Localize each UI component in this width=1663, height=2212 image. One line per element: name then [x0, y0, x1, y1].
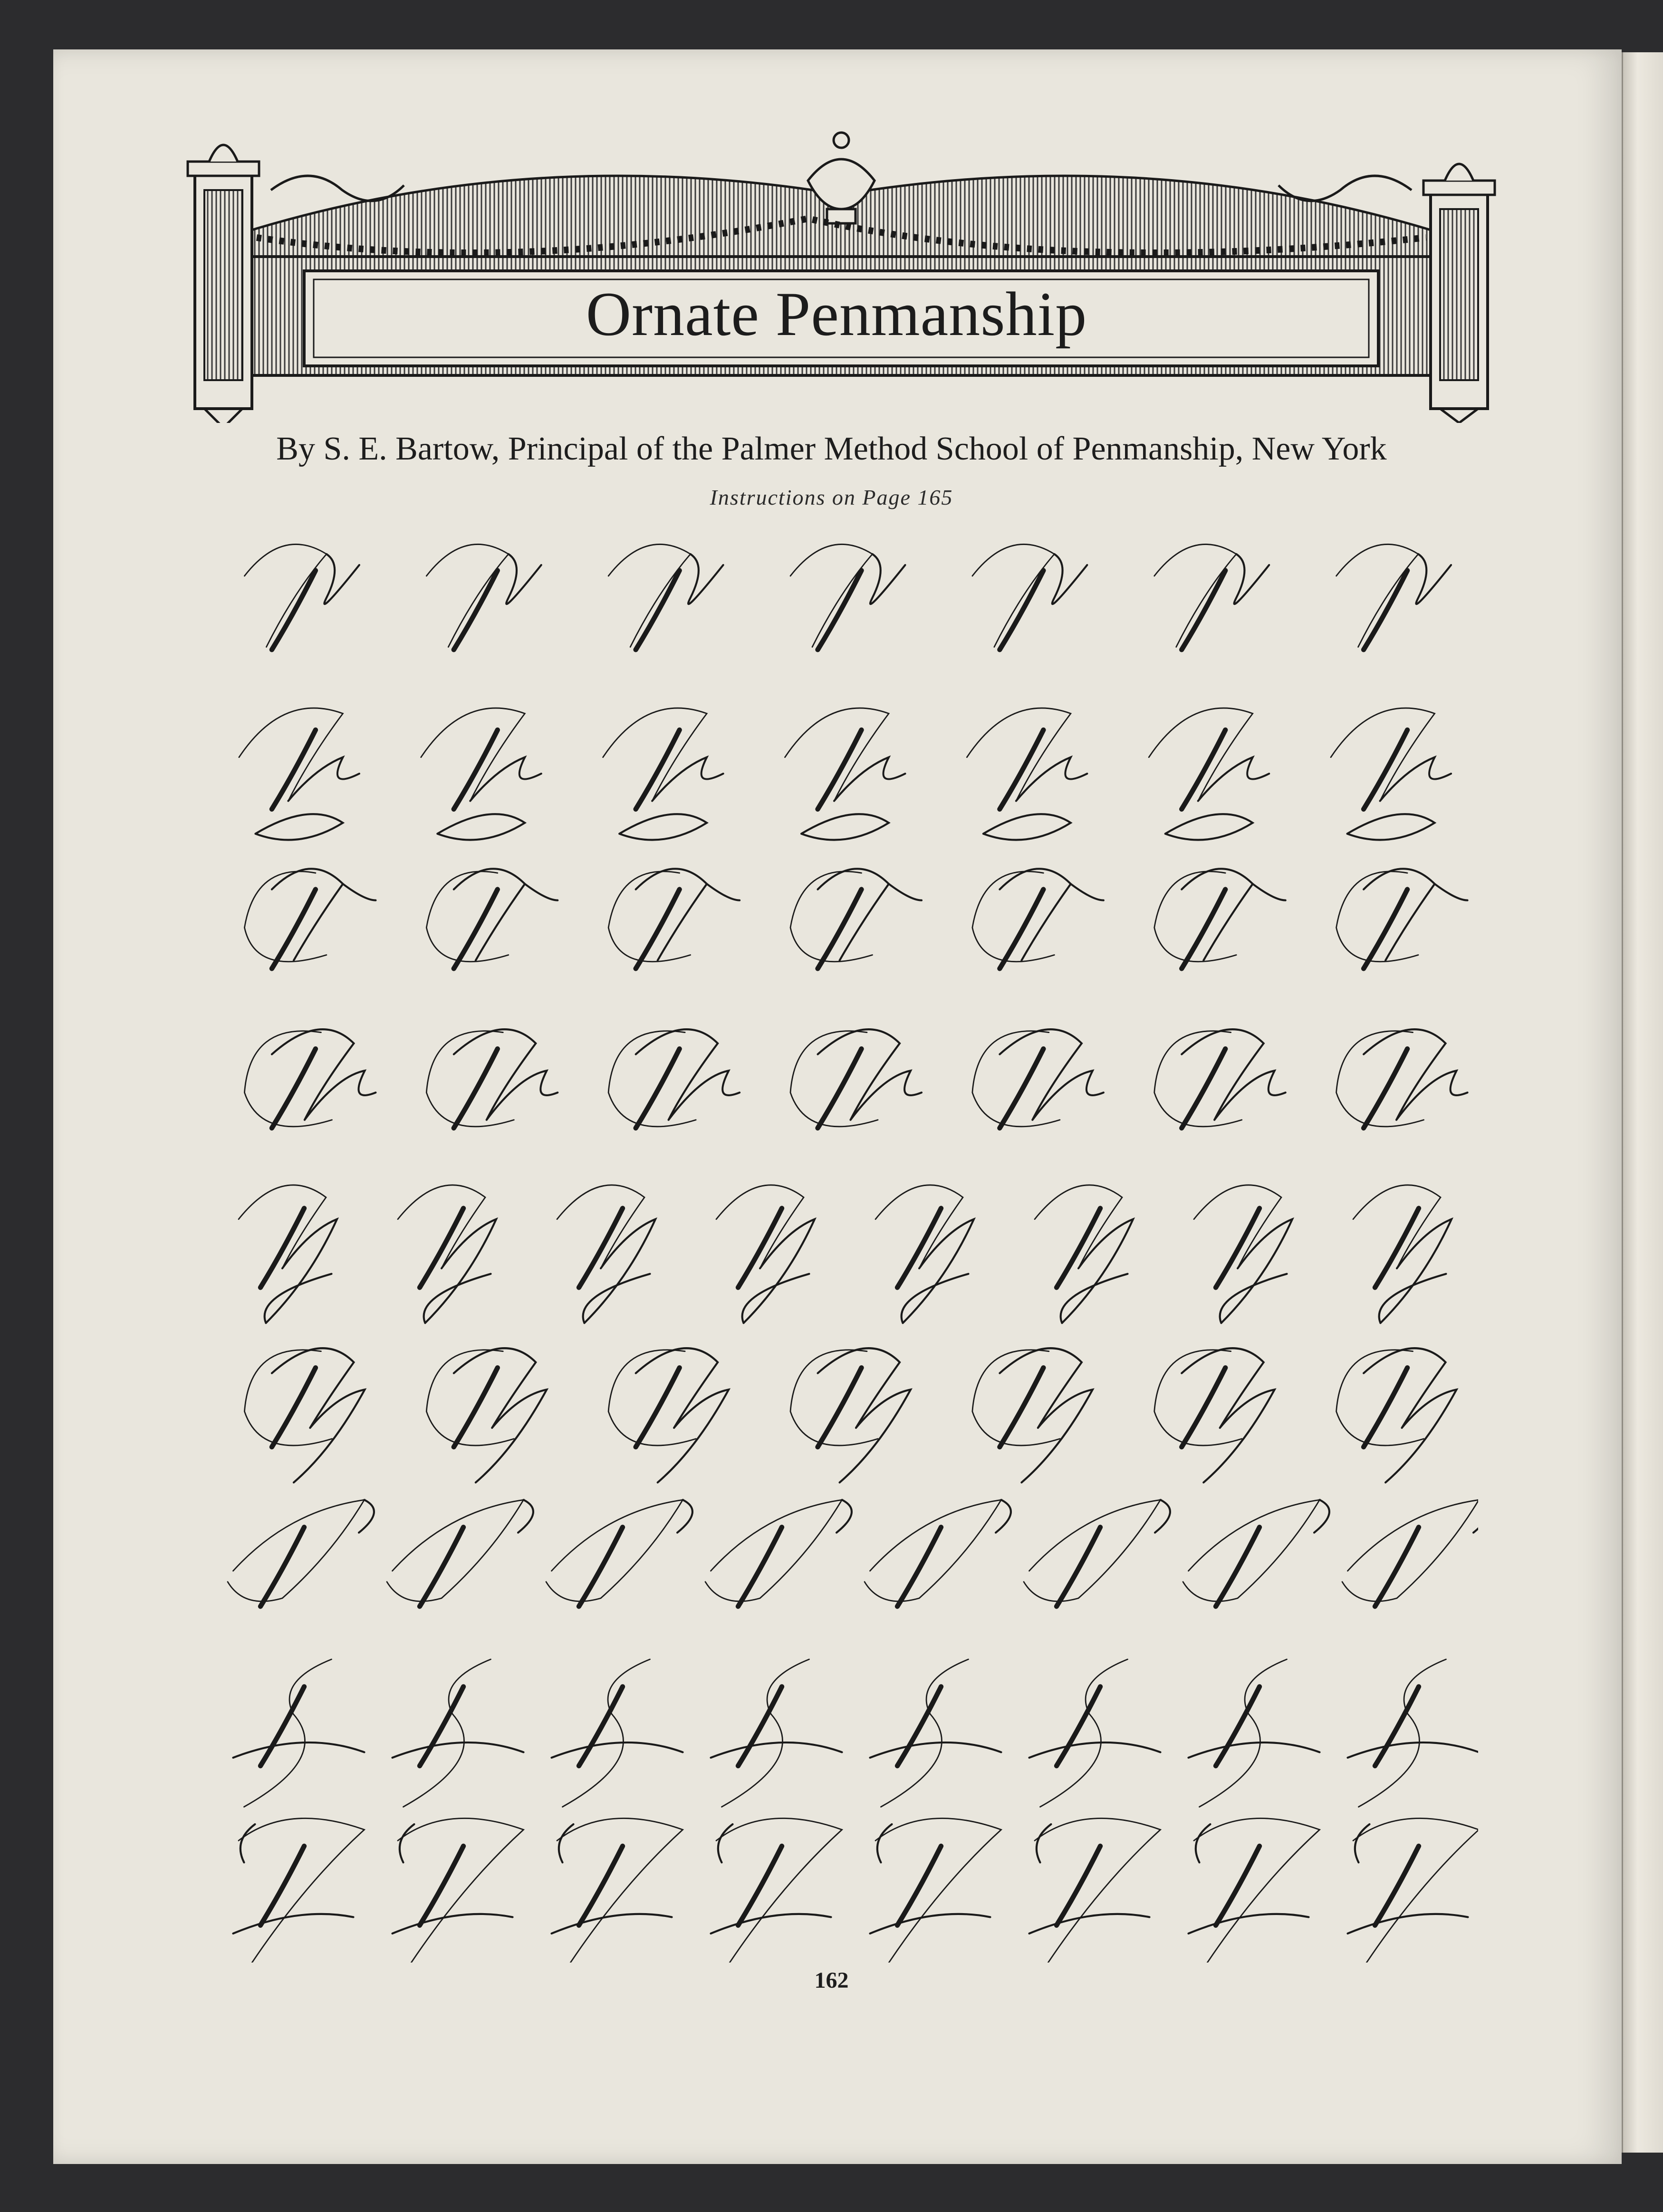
pen-stroke — [233, 1743, 365, 1758]
letter-specimen-i — [1183, 1500, 1329, 1606]
letter-specimen-u — [790, 1029, 922, 1128]
specimen-row — [244, 1348, 1456, 1483]
pen-stroke — [1200, 1659, 1287, 1807]
shaded-downstroke — [420, 1686, 463, 1766]
pen-stroke — [1196, 1824, 1211, 1863]
shaded-downstroke — [260, 1686, 304, 1766]
pen-stroke — [785, 708, 889, 801]
shaded-downstroke — [818, 1049, 862, 1128]
pen-stroke — [265, 1274, 332, 1323]
specimen-grid — [204, 527, 1478, 1963]
pen-stroke — [1359, 1659, 1446, 1807]
pen-stroke — [1336, 1350, 1424, 1446]
penmanship-specimens — [204, 527, 1478, 1963]
pen-stroke — [716, 1185, 804, 1268]
pen-stroke — [1355, 1824, 1370, 1863]
letter-specimen-i — [387, 1500, 533, 1606]
shaded-downstroke — [1057, 1686, 1100, 1766]
shaded-downstroke — [272, 1049, 316, 1128]
shaded-downstroke — [636, 571, 680, 650]
pen-stroke — [1154, 1350, 1242, 1446]
letter-specimen-y — [875, 1185, 974, 1323]
pen-stroke — [875, 1818, 1001, 1963]
pen-stroke — [870, 1743, 1001, 1758]
pen-stroke — [1035, 1818, 1161, 1963]
pen-stroke — [790, 1031, 878, 1127]
pen-stroke — [1189, 1914, 1309, 1934]
shaded-downstroke — [260, 1527, 304, 1607]
pen-stroke — [552, 1743, 683, 1758]
pen-stroke — [688, 554, 723, 604]
shaded-downstroke — [420, 1846, 463, 1925]
shaded-downstroke — [454, 890, 498, 969]
shaded-downstroke — [260, 1846, 304, 1925]
letter-specimen-t — [1348, 1818, 1479, 1963]
shaded-downstroke — [272, 730, 316, 809]
author-byline: By S. E. Bartow, Principal of the Palmer Method School of Penmanship, New York — [276, 431, 1387, 467]
letter-specimen-u — [421, 708, 541, 840]
letter-specimen-t — [393, 1818, 524, 1963]
specimen-row — [239, 708, 1451, 840]
pen-stroke — [324, 554, 359, 604]
shaded-downstroke — [897, 1846, 941, 1925]
letter-specimen-y — [790, 1348, 911, 1483]
shaded-downstroke — [1182, 890, 1225, 969]
pen-stroke — [718, 1824, 733, 1863]
pen-stroke — [228, 1500, 365, 1601]
shaded-downstroke — [579, 1686, 623, 1766]
shaded-downstroke — [897, 1686, 941, 1766]
shaded-downstroke — [272, 571, 316, 650]
shaded-downstroke — [272, 890, 316, 969]
pen-stroke — [1348, 1743, 1479, 1758]
pen-stroke — [244, 1659, 332, 1807]
pen-stroke — [1353, 1818, 1478, 1963]
pen-stroke — [1336, 1031, 1424, 1127]
pen-stroke — [1024, 1500, 1161, 1601]
pen-stroke — [1154, 1031, 1242, 1127]
pen-stroke — [742, 1274, 809, 1323]
pen-stroke — [1353, 1185, 1441, 1268]
pen-stroke — [1435, 884, 1468, 900]
letter-specimen-i — [228, 1500, 374, 1606]
shaded-downstroke — [738, 1686, 782, 1766]
pen-stroke — [902, 1274, 969, 1323]
letter-specimen-u — [1154, 1029, 1286, 1128]
pen-stroke — [546, 1500, 683, 1601]
shaded-downstroke — [1182, 1368, 1225, 1447]
pen-stroke — [707, 884, 740, 900]
shaded-downstroke — [1000, 1368, 1043, 1447]
specimen-row — [239, 1185, 1452, 1323]
pen-stroke — [294, 1389, 365, 1483]
pen-stroke — [244, 1031, 332, 1127]
pen-stroke — [305, 1071, 376, 1120]
shaded-downstroke — [636, 890, 680, 969]
shaded-downstroke — [1216, 1527, 1259, 1607]
pen-stroke — [437, 814, 525, 840]
pen-stroke — [711, 1914, 831, 1934]
pen-stroke — [983, 814, 1071, 840]
pen-stroke — [426, 1350, 514, 1446]
shaded-downstroke — [272, 1368, 316, 1447]
pen-stroke — [239, 708, 343, 801]
letter-specimen-t — [1029, 1818, 1161, 1963]
specimen-row — [244, 544, 1451, 650]
pen-stroke — [1037, 1824, 1051, 1863]
pen-stroke — [552, 1914, 672, 1934]
shaded-downstroke — [454, 1368, 498, 1447]
pen-stroke — [1029, 1914, 1150, 1934]
letter-specimen-v — [790, 869, 922, 968]
pen-stroke — [801, 814, 889, 840]
letter-specimen-u — [972, 1029, 1104, 1128]
letter-specimen-v — [790, 544, 905, 650]
pen-stroke — [1165, 814, 1253, 840]
pen-stroke — [563, 1659, 650, 1807]
pen-stroke — [818, 1348, 900, 1428]
pen-stroke — [840, 1389, 911, 1483]
page-title: Ornate Penmanship — [586, 278, 1087, 349]
pen-stroke — [487, 1071, 558, 1120]
pen-stroke — [398, 1818, 524, 1963]
letter-specimen-j — [552, 1659, 683, 1807]
banner-frame-illustration — [185, 119, 1497, 423]
letter-specimen-u — [426, 1029, 558, 1128]
pen-stroke — [722, 1659, 809, 1807]
shaded-downstroke — [1057, 1846, 1100, 1925]
pen-stroke — [1331, 708, 1435, 801]
letter-specimen-u — [785, 708, 905, 840]
pen-stroke — [244, 1350, 332, 1446]
pen-stroke — [1000, 1348, 1082, 1428]
pen-stroke — [1379, 1274, 1446, 1323]
pen-stroke — [865, 1500, 1001, 1601]
letter-specimen-v — [1336, 544, 1452, 650]
shaded-downstroke — [1375, 1686, 1419, 1766]
letter-specimen-v — [608, 544, 723, 650]
pen-stroke — [1194, 1185, 1281, 1268]
shaded-downstroke — [1375, 1846, 1419, 1925]
letter-specimen-i — [865, 1500, 1011, 1606]
pen-stroke — [272, 1348, 354, 1428]
pen-stroke — [608, 1350, 696, 1446]
shaded-downstroke — [1364, 1368, 1407, 1447]
specimen-row — [228, 1500, 1478, 1606]
letter-specimen-u — [1331, 708, 1451, 840]
pen-stroke — [1189, 1743, 1320, 1758]
pen-stroke — [343, 884, 375, 900]
pen-stroke — [870, 1914, 990, 1934]
pen-stroke — [889, 884, 922, 900]
pen-stroke — [1032, 1071, 1104, 1120]
pen-stroke — [421, 708, 525, 801]
shaded-downstroke — [738, 1846, 782, 1925]
pen-stroke — [239, 1818, 365, 1963]
pen-stroke — [619, 814, 707, 840]
pen-stroke — [851, 1071, 922, 1120]
shaded-downstroke — [1000, 571, 1043, 650]
pen-stroke — [1253, 884, 1286, 900]
shaded-downstroke — [1216, 1846, 1259, 1925]
letter-specimen-t — [711, 1818, 842, 1963]
pen-stroke — [398, 1185, 485, 1268]
letter-specimen-j — [711, 1659, 842, 1807]
letter-specimen-u — [239, 708, 359, 840]
pen-stroke — [608, 1031, 696, 1127]
letter-specimen-v — [608, 869, 740, 968]
pen-stroke — [669, 1071, 740, 1120]
pen-stroke — [400, 1824, 414, 1863]
shaded-downstroke — [1216, 1686, 1259, 1766]
letter-specimen-u — [1336, 1029, 1468, 1128]
banner-title-box — [309, 276, 1364, 352]
shaded-downstroke — [454, 730, 498, 809]
pen-stroke — [583, 1274, 650, 1323]
letter-specimen-y — [972, 1348, 1093, 1483]
letter-specimen-v — [426, 544, 541, 650]
shaded-downstroke — [579, 1527, 623, 1607]
pen-stroke — [972, 1350, 1060, 1446]
shaded-downstroke — [1182, 571, 1225, 650]
letter-specimen-j — [870, 1659, 1001, 1807]
pen-stroke — [636, 1348, 718, 1428]
shaded-downstroke — [1375, 1527, 1419, 1607]
pen-stroke — [387, 1500, 524, 1601]
letter-specimen-v — [1154, 544, 1269, 650]
shaded-downstroke — [1364, 890, 1407, 969]
pen-stroke — [557, 1185, 644, 1268]
letter-specimen-i — [1342, 1500, 1478, 1606]
shaded-downstroke — [1364, 571, 1407, 650]
pen-stroke — [1347, 814, 1435, 840]
pen-stroke — [1203, 1389, 1275, 1483]
pen-stroke — [881, 1659, 969, 1807]
shaded-downstroke — [1364, 1049, 1407, 1128]
pen-stroke — [393, 1914, 513, 1934]
letter-specimen-j — [1348, 1659, 1479, 1807]
letter-specimen-u — [1149, 708, 1269, 840]
letter-specimen-t — [1189, 1818, 1320, 1963]
shaded-downstroke — [738, 1527, 782, 1607]
specimen-row — [233, 1659, 1479, 1807]
letter-specimen-y — [1194, 1185, 1292, 1323]
next-page-edge — [1622, 52, 1663, 2153]
pen-stroke — [1052, 554, 1087, 604]
pen-stroke — [603, 708, 707, 801]
pen-stroke — [972, 1031, 1060, 1127]
pen-stroke — [1040, 1659, 1128, 1807]
shaded-downstroke — [454, 1049, 498, 1128]
pen-stroke — [711, 1743, 842, 1758]
page-number: 162 — [814, 1968, 849, 1993]
pen-stroke — [1234, 554, 1269, 604]
pen-stroke — [1364, 1348, 1446, 1428]
pen-stroke — [239, 1185, 326, 1268]
pen-stroke — [875, 1185, 963, 1268]
shaded-downstroke — [579, 1846, 623, 1925]
pen-stroke — [255, 814, 343, 840]
pen-stroke — [506, 554, 541, 604]
letter-specimen-y — [398, 1185, 496, 1323]
letter-specimen-j — [1029, 1659, 1161, 1807]
pen-stroke — [454, 1348, 536, 1428]
pen-stroke — [476, 1389, 547, 1483]
pen-stroke — [559, 1824, 574, 1863]
letter-specimen-v — [426, 869, 558, 968]
pen-stroke — [1021, 1389, 1093, 1483]
letter-specimen-j — [233, 1659, 365, 1807]
letter-specimen-t — [870, 1818, 1001, 1963]
pen-stroke — [1385, 1389, 1457, 1483]
letter-specimen-y — [1154, 1348, 1275, 1483]
letter-specimen-t — [552, 1818, 683, 1963]
shaded-downstroke — [1000, 1049, 1043, 1128]
letter-specimen-y — [239, 1185, 337, 1323]
pen-stroke — [1220, 1274, 1287, 1323]
pen-stroke — [426, 1031, 514, 1127]
pen-stroke — [1071, 884, 1104, 900]
specimen-row — [244, 869, 1467, 968]
pen-stroke — [1035, 1185, 1122, 1268]
pen-stroke — [1342, 1500, 1478, 1601]
shaded-downstroke — [636, 1368, 680, 1447]
pen-stroke — [967, 708, 1071, 801]
letter-specimen-y — [716, 1185, 815, 1323]
pen-stroke — [424, 1274, 491, 1323]
letter-specimen-v — [972, 869, 1104, 968]
pen-stroke — [1396, 1071, 1468, 1120]
letter-specimen-i — [705, 1500, 852, 1606]
letter-specimen-t — [233, 1818, 365, 1963]
letter-specimen-v — [244, 869, 375, 968]
letter-specimen-y — [557, 1185, 655, 1323]
shaded-downstroke — [897, 1527, 941, 1607]
pen-stroke — [404, 1659, 491, 1807]
letter-specimen-y — [1336, 1348, 1457, 1483]
letter-specimen-y — [244, 1348, 365, 1483]
pen-stroke — [877, 1824, 892, 1863]
pen-stroke — [658, 1389, 729, 1483]
pen-stroke — [705, 1500, 842, 1601]
letter-specimen-v — [1154, 869, 1286, 968]
letter-specimen-i — [546, 1500, 692, 1606]
pen-stroke — [1416, 554, 1451, 604]
shaded-downstroke — [818, 730, 862, 809]
pen-stroke — [1183, 1500, 1320, 1601]
shaded-downstroke — [1182, 1049, 1225, 1128]
shaded-downstroke — [818, 890, 862, 969]
shaded-downstroke — [1182, 730, 1225, 809]
pen-stroke — [790, 1350, 878, 1446]
shaded-downstroke — [1000, 890, 1043, 969]
specimen-row — [244, 1029, 1467, 1128]
pen-stroke — [870, 554, 905, 604]
letter-specimen-v — [972, 544, 1087, 650]
letter-specimen-i — [1024, 1500, 1170, 1606]
pen-stroke — [233, 1914, 354, 1934]
pen-stroke — [240, 1824, 255, 1863]
pen-stroke — [1214, 1071, 1286, 1120]
pen-stroke — [1194, 1818, 1320, 1963]
shaded-downstroke — [1057, 1527, 1100, 1607]
specimen-row — [233, 1818, 1479, 1963]
shaded-downstroke — [818, 1368, 862, 1447]
shaded-downstroke — [636, 730, 680, 809]
shaded-downstroke — [818, 571, 862, 650]
pen-stroke — [1182, 1348, 1264, 1428]
ornamental-title-banner — [185, 119, 1497, 423]
pen-stroke — [393, 1743, 524, 1758]
letter-specimen-u — [244, 1029, 375, 1128]
pen-stroke — [1061, 1274, 1128, 1323]
letter-specimen-y — [1353, 1185, 1452, 1323]
pen-stroke — [1149, 708, 1252, 801]
letter-specimen-v — [244, 544, 359, 650]
letter-specimen-y — [608, 1348, 729, 1483]
letter-specimen-v — [1336, 869, 1468, 968]
pen-stroke — [716, 1818, 842, 1963]
letter-specimen-u — [967, 708, 1087, 840]
pen-stroke — [525, 884, 558, 900]
shaded-downstroke — [420, 1527, 463, 1607]
pen-stroke — [1029, 1743, 1161, 1758]
shaded-downstroke — [454, 571, 498, 650]
pen-stroke — [557, 1818, 683, 1963]
instructions-reference: Instructions on Page 165 — [710, 485, 953, 509]
letter-specimen-u — [603, 708, 723, 840]
letter-specimen-y — [426, 1348, 547, 1483]
letter-specimen-j — [1189, 1659, 1320, 1807]
pen-stroke — [1348, 1914, 1468, 1934]
letter-specimen-y — [1035, 1185, 1133, 1323]
shaded-downstroke — [636, 1049, 680, 1128]
letter-specimen-j — [393, 1659, 524, 1807]
letter-specimen-u — [608, 1029, 740, 1128]
shaded-downstroke — [1000, 730, 1043, 809]
shaded-downstroke — [1364, 730, 1407, 809]
